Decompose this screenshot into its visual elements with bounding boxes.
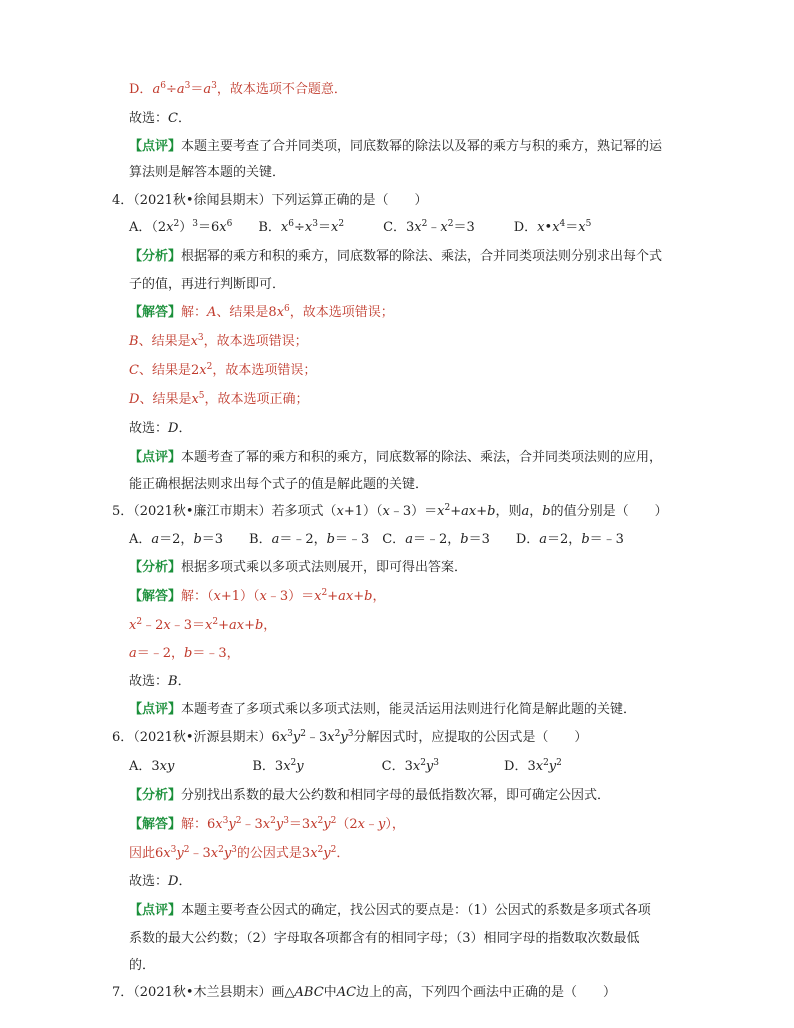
superscript: 2 <box>270 816 276 826</box>
text-run: ﹣3）＝ <box>266 589 315 604</box>
math-variable: x <box>414 220 422 235</box>
text-run: 、结果是2 <box>138 363 200 378</box>
superscript: 6 <box>284 304 290 314</box>
math-variable: a <box>129 646 137 661</box>
math-variable: x <box>219 220 227 235</box>
math-variable: x <box>283 759 291 774</box>
math-variable: ax <box>461 504 477 519</box>
math-variable: x <box>331 220 339 235</box>
superscript: 2 <box>206 362 213 372</box>
section-tag: 【解答】 <box>129 305 182 320</box>
text-line <box>129 787 610 805</box>
math-variable: x <box>163 846 171 861</box>
section-tag: 【解答】 <box>129 589 182 604</box>
text-run: A． <box>129 532 152 547</box>
text-run: ＝﹣2， <box>412 532 461 547</box>
superscript: 3 <box>211 81 217 91</box>
superscript: 2 <box>330 845 337 855</box>
math-variable: x <box>129 618 137 633</box>
superscript: 2 <box>235 816 242 826</box>
math-variable: y <box>223 846 232 861</box>
text-line <box>129 758 562 776</box>
text-run: + <box>244 618 255 633</box>
text-run: 中 <box>323 985 337 1000</box>
math-variable: x <box>537 220 545 235</box>
text-run: 算法则是解答本题的关键． <box>129 165 286 180</box>
text-line <box>129 420 191 438</box>
math-variable: y <box>292 730 301 745</box>
superscript: 6 <box>288 219 294 229</box>
text-run: 能正确根据法则求出每个式子的值是解此题的关键． <box>129 477 429 492</box>
text-line <box>129 588 386 606</box>
text-run: ． <box>177 111 191 126</box>
math-variable: a <box>151 532 160 547</box>
superscript: 3 <box>312 219 318 229</box>
text-line <box>129 816 405 834</box>
superscript: 2 <box>136 617 143 627</box>
math-variable: y <box>378 817 386 832</box>
text-line <box>129 559 467 577</box>
math-variable: ax <box>228 618 245 633</box>
text-run: + <box>218 618 229 633</box>
text-run: 根据幂的乘方和积的乘方，同底数幂的除法、乘法，合并同类项法则分别求出每个式 <box>181 249 663 264</box>
math-variable: x <box>204 618 213 633</box>
text-run: 的公因式是3 <box>236 846 311 861</box>
superscript: 3 <box>347 729 354 739</box>
math-variable: D <box>129 392 140 407</box>
text-run: （2 <box>336 817 358 832</box>
text-run: 故选： <box>129 111 169 126</box>
text-run: 解：（ <box>181 589 214 604</box>
superscript: 6 <box>226 219 233 229</box>
superscript: 2 <box>218 845 224 855</box>
text-run: ） <box>179 220 193 235</box>
text-line <box>129 476 428 494</box>
text-run: ， <box>372 589 386 604</box>
section-tag: 【点评】 <box>129 139 182 154</box>
math-variable: a <box>203 82 212 97</box>
superscript: 2 <box>317 845 324 855</box>
superscript: 3 <box>192 219 198 229</box>
math-variable: x <box>314 589 322 604</box>
text-run: ﹣3 <box>189 846 211 861</box>
text-line <box>129 957 155 975</box>
math-variable: x <box>279 730 288 745</box>
text-run: ＝3 D． <box>468 532 540 547</box>
superscript: 3 <box>287 729 293 739</box>
text-run: B．3 <box>174 759 284 774</box>
math-variable: b <box>460 532 469 547</box>
math-variable: x <box>190 334 198 349</box>
text-line <box>129 673 191 691</box>
math-variable: xy <box>159 759 175 774</box>
text-line <box>129 110 191 128</box>
text-run: + <box>476 504 488 519</box>
math-variable: b <box>326 532 335 547</box>
text-run: C．3 <box>303 759 413 774</box>
math-variable: x <box>310 817 318 832</box>
text-run: 、结果是 <box>138 334 191 349</box>
text-line <box>129 449 662 467</box>
text-line <box>129 391 309 409</box>
text-run: ﹣3 <box>305 730 328 745</box>
text-run: ． <box>178 874 192 889</box>
text-run: ﹣ <box>365 817 379 832</box>
section-tag: 【点评】 <box>129 702 182 717</box>
text-run: ﹣3＝ <box>170 618 205 633</box>
text-run: ）， <box>385 817 405 832</box>
text-line <box>112 984 616 1002</box>
math-variable: a <box>176 82 185 97</box>
math-variable: x <box>437 504 445 519</box>
text-run: A．3 <box>129 759 160 774</box>
superscript: 5 <box>585 219 592 229</box>
math-variable: x <box>262 817 271 832</box>
math-variable: y <box>340 730 348 745</box>
math-variable: y <box>548 759 557 774</box>
text-run: ＝3 B． <box>201 532 272 547</box>
text-run: 本题考查了多项式乘以多项式法则，能灵活运用法则进行化简是解此题的关键． <box>181 702 637 717</box>
text-line <box>129 701 636 719</box>
math-variable: x <box>327 730 335 745</box>
text-line <box>129 248 662 266</box>
math-variable: a <box>539 532 548 547</box>
text-line <box>129 362 316 380</box>
text-run: ＝﹣3， <box>192 646 240 661</box>
text-run: + <box>450 504 462 519</box>
math-variable: C <box>129 363 139 378</box>
math-variable: x <box>163 618 171 633</box>
superscript: 2 <box>290 758 297 768</box>
superscript: 2 <box>421 219 428 229</box>
superscript: 4 <box>559 219 566 229</box>
math-variable: b <box>581 532 590 547</box>
text-run: ＝2， <box>159 532 194 547</box>
text-run: 本题主要考查了合并同类项，同底数幂的除法以及幂的乘方与积的乘方，熟记幂的运 <box>181 139 663 154</box>
math-variable: y <box>228 817 236 832</box>
text-line <box>112 503 668 521</box>
text-run: ． <box>336 846 350 861</box>
math-variable: ax <box>338 589 354 604</box>
math-variable: x <box>280 220 289 235</box>
math-variable: x <box>412 759 421 774</box>
text-run: ＝6 <box>198 220 220 235</box>
text-line <box>129 304 394 322</box>
text-run: ﹣3 <box>241 817 263 832</box>
text-line <box>129 531 624 549</box>
text-line <box>129 873 191 891</box>
superscript: 2 <box>444 503 451 513</box>
text-run: ＝3 <box>288 817 311 832</box>
text-run: ＝﹣3 <box>589 532 624 547</box>
text-run: ＝﹣3 C． <box>334 532 406 547</box>
section-tag: 【分析】 <box>129 788 182 803</box>
text-run: 解： <box>181 305 208 320</box>
text-line <box>129 617 276 635</box>
text-run: C．3 <box>344 220 415 235</box>
text-run: ，故本选项错误； <box>203 334 308 349</box>
math-variable: y <box>296 759 304 774</box>
text-run: ﹣2 <box>142 618 164 633</box>
math-variable: a <box>152 82 161 97</box>
section-tag: 【分析】 <box>129 560 182 575</box>
section-tag: 【点评】 <box>129 903 182 918</box>
superscript: 6 <box>160 81 166 91</box>
text-run: A．（2 <box>129 220 167 235</box>
text-run: ． <box>177 674 191 689</box>
text-line <box>129 645 240 663</box>
text-line <box>129 138 662 156</box>
text-line <box>129 845 349 863</box>
superscript: 2 <box>556 758 562 768</box>
superscript: 2 <box>334 729 341 739</box>
superscript: 2 <box>317 816 324 826</box>
superscript: 3 <box>170 845 177 855</box>
math-variable: x <box>304 220 313 235</box>
text-run: +1）（ <box>220 589 260 604</box>
text-run: 、结果是8 <box>216 305 277 320</box>
text-run: • <box>544 220 553 235</box>
text-run: ﹣ <box>427 220 441 235</box>
math-variable: b <box>193 532 202 547</box>
text-run: + <box>353 589 365 604</box>
text-line <box>129 902 651 920</box>
superscript: 3 <box>222 816 229 826</box>
math-variable: b <box>364 589 373 604</box>
superscript: 2 <box>321 588 328 598</box>
text-run: 的． <box>129 958 156 973</box>
math-variable: a <box>405 532 413 547</box>
section-tag: 【分析】 <box>129 249 182 264</box>
math-variable: x <box>336 504 344 519</box>
math-variable: x <box>357 817 365 832</box>
text-run: ÷ <box>165 82 177 97</box>
math-variable: x <box>166 220 174 235</box>
text-run: ， <box>529 504 543 519</box>
text-run: ＝2， <box>547 532 582 547</box>
math-variable: x <box>213 589 221 604</box>
text-run: ，则 <box>495 504 522 519</box>
text-line <box>112 192 428 210</box>
math-variable: x <box>382 504 390 519</box>
math-variable: B <box>129 334 139 349</box>
text-run: 故选： <box>129 674 169 689</box>
superscript: 2 <box>212 617 219 627</box>
text-run: 故选： <box>129 421 169 436</box>
math-variable: C <box>168 111 178 126</box>
text-run: ＝﹣2， <box>136 646 185 661</box>
text-run: ，故本选项错误； <box>289 305 394 320</box>
superscript: 3 <box>283 816 289 826</box>
text-run: D． <box>129 82 153 97</box>
text-run: 因此6 <box>129 846 164 861</box>
text-run: 4．（2021秋•徐闻县期末）下列运算正确的是（ ） <box>112 193 428 208</box>
text-run: ÷ <box>294 220 305 235</box>
text-run: ＝ <box>565 220 579 235</box>
text-line <box>129 333 308 351</box>
math-variable: x <box>578 220 586 235</box>
math-variable: x <box>276 305 285 320</box>
math-variable: x <box>210 846 219 861</box>
superscript: 3 <box>197 333 204 343</box>
text-run: 5．（2021秋•廉江市期末）若多项式（ <box>112 504 337 519</box>
math-variable: b <box>254 618 264 633</box>
superscript: 2 <box>338 219 345 229</box>
text-run: B． <box>232 220 281 235</box>
text-run: 的值分别是（ ） <box>550 504 668 519</box>
math-variable: y <box>275 817 284 832</box>
text-run: 边上的高，下列四个画法中正确的是（ ） <box>356 985 617 1000</box>
superscript: 2 <box>447 219 454 229</box>
math-variable: a <box>271 532 280 547</box>
superscript: 2 <box>173 219 180 229</box>
text-line <box>129 219 591 237</box>
superscript: 5 <box>198 391 205 401</box>
text-run: 、结果是 <box>139 392 192 407</box>
text-run: D．3 <box>439 759 536 774</box>
math-variable: ABC <box>294 985 324 1000</box>
math-variable: y <box>425 759 434 774</box>
text-run: 分别找出系数的最大公约数和相同字母的最低指数次幂，即可确定公因式． <box>181 788 611 803</box>
math-variable: A <box>207 305 217 320</box>
superscript: 3 <box>184 81 191 91</box>
math-variable: D <box>168 421 179 436</box>
section-tag: 【解答】 <box>129 817 182 832</box>
math-variable: b <box>184 646 193 661</box>
superscript: 2 <box>300 729 306 739</box>
math-variable: x <box>215 817 223 832</box>
math-variable: y <box>176 846 184 861</box>
math-variable: D <box>168 874 179 889</box>
text-run: 分解因式时，应提取的公因式是（ ） <box>353 730 588 745</box>
math-variable: b <box>487 504 496 519</box>
math-variable: B <box>168 674 178 689</box>
math-variable: x <box>535 759 544 774</box>
math-variable: x <box>310 846 318 861</box>
text-run: ＝3 D． <box>453 220 538 235</box>
superscript: 2 <box>183 845 190 855</box>
text-run: ＝ <box>317 220 331 235</box>
text-run: 7．（2021秋•木兰县期末）画△ <box>112 985 295 1000</box>
math-variable: x <box>552 220 560 235</box>
text-run: ，故本选项不合题意． <box>216 82 347 97</box>
math-variable: AC <box>336 985 357 1000</box>
text-run: ＝﹣2， <box>279 532 327 547</box>
text-line <box>112 729 587 747</box>
text-run: 解：6 <box>181 817 216 832</box>
text-run: ． <box>178 421 192 436</box>
text-run: 系数的最大公约数；（2）字母取各项都含有的相同字母；（3）相同字母的指数取次数最低 <box>129 931 640 946</box>
text-line <box>129 276 285 294</box>
section-tag: 【点评】 <box>129 450 182 465</box>
text-run: 子的值，再进行判断即可． <box>129 277 286 292</box>
math-variable: x <box>191 392 199 407</box>
text-run: 故选： <box>129 874 169 889</box>
superscript: 3 <box>231 845 237 855</box>
text-run: 根据多项式乘以多项式法则展开，即可得出答案． <box>181 560 468 575</box>
superscript: 2 <box>330 816 337 826</box>
text-run: 6．（2021秋•沂源县期末）6 <box>112 730 280 745</box>
text-run: ，故本选项错误； <box>212 363 317 378</box>
math-variable: x <box>199 363 207 378</box>
text-run: ，故本选项正确； <box>204 392 309 407</box>
text-line <box>129 81 347 99</box>
math-variable: y <box>323 817 331 832</box>
text-run: ， <box>263 618 277 633</box>
text-run: ＝ <box>190 82 204 97</box>
math-variable: x <box>440 220 448 235</box>
text-run: +1）（ <box>343 504 383 519</box>
superscript: 2 <box>420 758 426 768</box>
text-line <box>129 164 285 182</box>
text-run: 本题考查了幂的乘方和积的乘方，同底数幂的除法、乘法，合并同类项法则的应用， <box>181 450 663 465</box>
text-line <box>129 930 640 948</box>
superscript: 2 <box>543 758 549 768</box>
text-run: 本题主要考查公因式的确定，找公因式的要点是：（1）公因式的系数是多项式各项 <box>181 903 651 918</box>
superscript: 3 <box>433 758 440 768</box>
text-run: ﹣3）＝ <box>389 504 438 519</box>
math-variable: x <box>259 589 267 604</box>
math-variable: y <box>323 846 331 861</box>
math-variable: a <box>521 504 530 519</box>
math-variable: b <box>542 504 551 519</box>
text-run: + <box>327 589 339 604</box>
